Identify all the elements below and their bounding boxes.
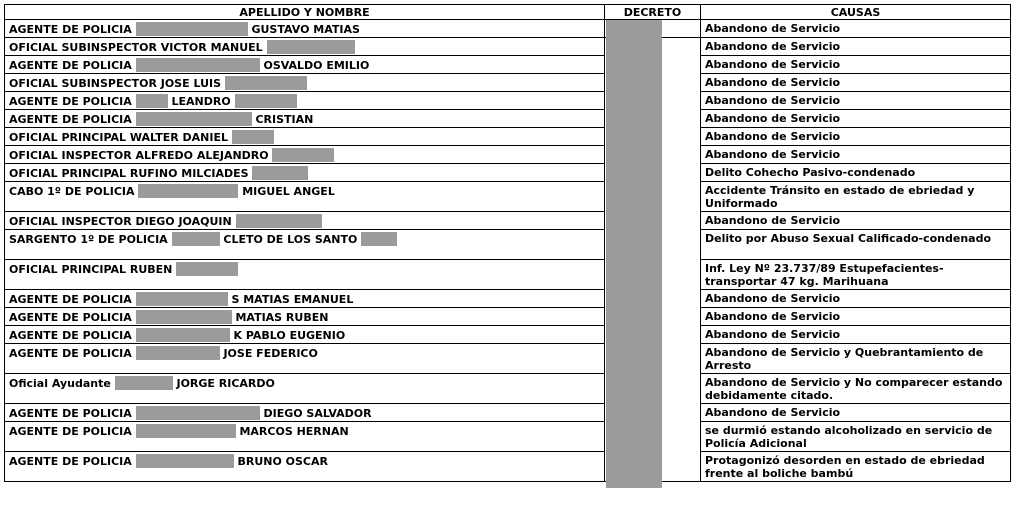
- table-row: [5, 128, 1011, 146]
- surname-redaction: [138, 184, 238, 198]
- rank-and-name-text: AGENTE DE POLICIA: [9, 95, 132, 108]
- personnel-table: [4, 4, 1011, 482]
- personnel-name-cell: [5, 110, 605, 128]
- surname-redaction: [136, 22, 248, 36]
- surname-redaction: [136, 406, 260, 420]
- decreto-redaction: [606, 20, 662, 488]
- causa-cell: Abandono de Servicio: [701, 290, 1011, 308]
- surname-redaction: [176, 262, 238, 276]
- rank-and-name-text: OFICIAL INSPECTOR DIEGO JOAQUIN: [9, 215, 232, 228]
- rank-and-name-text: OFICIAL SUBINSPECTOR VICTOR MANUEL: [9, 41, 263, 54]
- causa-cell: Abandono de Servicio: [701, 326, 1011, 344]
- causa-cell: Abandono de Servicio: [701, 308, 1011, 326]
- header-decreto: DECRETO: [605, 5, 701, 20]
- given-name-text: BRUNO OSCAR: [237, 455, 328, 468]
- rank-and-name-text: SARGENTO 1º DE POLICIA: [9, 233, 168, 246]
- rank-and-name-text: AGENTE DE POLICIA: [9, 23, 132, 36]
- surname-redaction: [136, 328, 230, 342]
- personnel-name-cell: [5, 344, 605, 374]
- personnel-name-cell: [5, 422, 605, 452]
- rank-and-name-text: AGENTE DE POLICIA: [9, 455, 132, 468]
- rank-and-name-text: OFICIAL PRINCIPAL RUFINO MILCIADES: [9, 167, 249, 180]
- personnel-name-cell: [5, 260, 605, 290]
- rank-and-name-text: AGENTE DE POLICIA: [9, 407, 132, 420]
- table-row: [5, 212, 1011, 230]
- table-row: [5, 308, 1011, 326]
- rank-and-name-text: OFICIAL SUBINSPECTOR JOSE LUIS: [9, 77, 222, 90]
- personnel-name-cell: [5, 128, 605, 146]
- surname-redaction: [172, 232, 220, 246]
- table-row: [5, 374, 1011, 404]
- surname-redaction: [232, 130, 274, 144]
- rank-and-name-text: AGENTE DE POLICIA: [9, 293, 132, 306]
- personnel-name-cell: [5, 38, 605, 56]
- causa-cell: Abandono de Servicio y Quebrantamiento de Arresto: [701, 344, 1011, 374]
- table-header-row: [5, 5, 1011, 20]
- table-row: [5, 182, 1011, 212]
- causa-cell: Abandono de Servicio: [701, 92, 1011, 110]
- surname-redaction: [136, 94, 168, 108]
- surname-redaction: [136, 58, 260, 72]
- surname-redaction: [236, 214, 322, 228]
- causa-cell: se durmió estando alcoholizado en servicio de Policía Adicional: [701, 422, 1011, 452]
- rank-and-name-text: AGENTE DE POLICIA: [9, 347, 132, 360]
- given-name-text: DIEGO SALVADOR: [263, 407, 372, 420]
- personnel-name-cell: [5, 146, 605, 164]
- personnel-name-cell: [5, 308, 605, 326]
- given-name-text: MATIAS RUBEN: [235, 311, 329, 324]
- table-row: [5, 146, 1011, 164]
- causa-cell: Accidente Tránsito en estado de ebriedad y Uniformado: [701, 182, 1011, 212]
- surname-redaction: [136, 424, 236, 438]
- surname-redaction: [115, 376, 173, 390]
- table-row: [5, 290, 1011, 308]
- causa-cell: Abandono de Servicio: [701, 146, 1011, 164]
- causa-cell: Abandono de Servicio: [701, 212, 1011, 230]
- personnel-name-cell: [5, 74, 605, 92]
- personnel-name-cell: [5, 326, 605, 344]
- table-row: [5, 74, 1011, 92]
- surname-redaction: [136, 112, 252, 126]
- causa-cell: Delito por Abuso Sexual Calificado-condenado: [701, 230, 1011, 260]
- causa-cell: Abandono de Servicio: [701, 56, 1011, 74]
- table-row: [5, 110, 1011, 128]
- personnel-table-container: [4, 4, 1010, 482]
- rank-and-name-text: CABO 1º DE POLICIA: [9, 185, 135, 198]
- causa-cell: Abandono de Servicio y No comparecer estando debidamente citado.: [701, 374, 1011, 404]
- table-row: [5, 326, 1011, 344]
- causa-cell: Delito Cohecho Pasivo-condenado: [701, 164, 1011, 182]
- personnel-name-cell: [5, 290, 605, 308]
- surname-redaction: [267, 40, 355, 54]
- personnel-name-cell: [5, 164, 605, 182]
- surname-redaction: [361, 232, 397, 246]
- rank-and-name-text: AGENTE DE POLICIA: [9, 425, 132, 438]
- causa-cell: Inf. Ley Nº 23.737/89 Estupefacientes-transportar 47 kg. Marihuana: [701, 260, 1011, 290]
- causa-cell: Abandono de Servicio: [701, 404, 1011, 422]
- given-name-text: S MATIAS EMANUEL: [231, 293, 354, 306]
- personnel-name-cell: [5, 230, 605, 260]
- given-name-text: MARCOS HERNAN: [239, 425, 349, 438]
- rank-and-name-text: AGENTE DE POLICIA: [9, 113, 132, 126]
- causa-cell: Abandono de Servicio: [701, 38, 1011, 56]
- table-row: [5, 164, 1011, 182]
- rank-and-name-text: OFICIAL PRINCIPAL RUBEN: [9, 263, 173, 276]
- rank-and-name-text: AGENTE DE POLICIA: [9, 311, 132, 324]
- given-name-text: MIGUEL ANGEL: [242, 185, 335, 198]
- table-body: [5, 20, 1011, 482]
- personnel-name-cell: [5, 404, 605, 422]
- given-name-text: CRISTIAN: [255, 113, 314, 126]
- given-name-text: JOSE FEDERICO: [223, 347, 318, 360]
- personnel-name-cell: [5, 92, 605, 110]
- table-row: [5, 56, 1011, 74]
- given-name-text: CLETO DE LOS SANTO: [223, 233, 358, 246]
- rank-and-name-text: AGENTE DE POLICIA: [9, 329, 132, 342]
- surname-redaction: [235, 94, 297, 108]
- surname-redaction: [225, 76, 307, 90]
- table-row: [5, 344, 1011, 374]
- rank-and-name-text: OFICIAL PRINCIPAL WALTER DANIEL: [9, 131, 229, 144]
- given-name-text: GUSTAVO MATIAS: [251, 23, 360, 36]
- rank-and-name-text: AGENTE DE POLICIA: [9, 59, 132, 72]
- table-row: [5, 230, 1011, 260]
- causa-cell: Protagonizó desorden en estado de ebriedad frente al boliche bambú: [701, 452, 1011, 482]
- header-causas: CAUSAS: [701, 5, 1011, 20]
- causa-cell: Abandono de Servicio: [701, 110, 1011, 128]
- table-row: [5, 260, 1011, 290]
- given-name-text: JORGE RICARDO: [176, 377, 275, 390]
- personnel-name-cell: [5, 212, 605, 230]
- given-name-text: K PABLO EUGENIO: [233, 329, 346, 342]
- surname-redaction: [136, 346, 220, 360]
- personnel-name-cell: [5, 20, 605, 38]
- causa-cell: Abandono de Servicio: [701, 74, 1011, 92]
- table-row: [5, 422, 1011, 452]
- table-row: [5, 92, 1011, 110]
- causa-cell: Abandono de Servicio: [701, 128, 1011, 146]
- surname-redaction: [136, 292, 228, 306]
- table-row: [5, 20, 1011, 38]
- table-row: [5, 452, 1011, 482]
- surname-redaction: [136, 454, 234, 468]
- given-name-text: OSVALDO EMILIO: [263, 59, 370, 72]
- personnel-name-cell: [5, 182, 605, 212]
- table-row: [5, 404, 1011, 422]
- rank-and-name-text: Oficial Ayudante: [9, 377, 111, 390]
- personnel-name-cell: [5, 452, 605, 482]
- causa-cell: Abandono de Servicio: [701, 20, 1011, 38]
- surname-redaction: [272, 148, 334, 162]
- surname-redaction: [252, 166, 308, 180]
- rank-and-name-text: OFICIAL INSPECTOR ALFREDO ALEJANDRO: [9, 149, 269, 162]
- surname-redaction: [136, 310, 232, 324]
- personnel-name-cell: [5, 374, 605, 404]
- personnel-name-cell: [5, 56, 605, 74]
- given-name-text: LEANDRO: [171, 95, 231, 108]
- table-row: [5, 38, 1011, 56]
- header-name: APELLIDO Y NOMBRE: [5, 5, 605, 20]
